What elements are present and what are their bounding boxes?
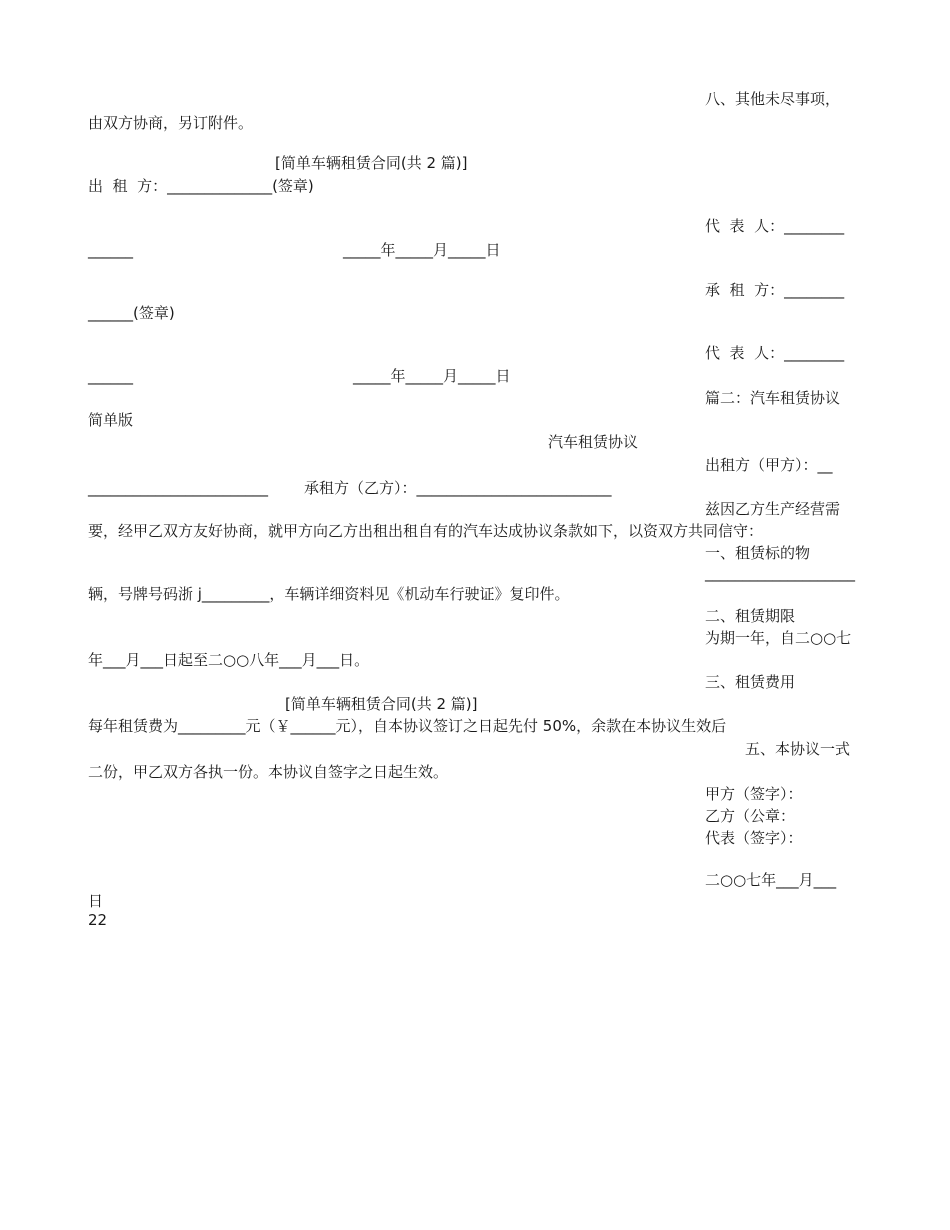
page-header: [简单车辆租赁合同(共 2 篇)]: [285, 695, 478, 713]
text-line: 承租方（乙方）：__________________________: [304, 479, 612, 497]
clause-heading: 二、租赁期限: [705, 607, 796, 625]
section-heading: 篇二：汽车租赁协议: [705, 389, 841, 407]
text-line: 出 租 方：______________(签章): [88, 177, 314, 195]
text-line: 由双方协商，另订附件。: [88, 114, 254, 132]
text-line: 每年租赁费为_________元（￥______元），自本协议签订之日起先付 50%，余款在本协议生效后: [88, 717, 727, 735]
text-line: ______(签章): [88, 304, 175, 322]
text-line: 二份，甲乙双方各执一份。本协议自签字之日起生效。: [88, 763, 449, 781]
text-line: 年___月___日起至二○○八年___月___日。: [88, 651, 370, 669]
doc-title: 汽车租赁协议: [548, 433, 639, 451]
text-line: 承 租 方：________: [705, 281, 845, 299]
text-line: 要，经甲乙双方友好协商，就甲方向乙方出租出租自有的汽车达成协议条款如下，以资双方共同信守：: [88, 522, 764, 540]
text-line: 代 表 人：________: [705, 344, 845, 362]
text-line: 简单版: [88, 411, 134, 429]
page-number: 22: [88, 911, 108, 929]
date-line: _____年_____月_____日: [343, 241, 501, 259]
text-line: ____________________: [705, 564, 855, 582]
date-line: 二○○七年___月___: [705, 871, 837, 889]
date-line: _____年_____月_____日: [353, 367, 511, 385]
text-line: 出租方（甲方）：__: [705, 456, 833, 474]
text-line: ______: [88, 367, 133, 385]
text-line: 代 表 人：________: [705, 217, 845, 235]
signature-line: 乙方（公章：: [705, 807, 796, 825]
clause-heading: 三、租赁费用: [705, 673, 796, 691]
clause-heading: 五、本协议一式: [745, 740, 851, 758]
text-line: 八、其他未尽事项，: [705, 90, 841, 108]
clause-heading: 一、租赁标的物: [705, 544, 811, 562]
text-line: ________________________: [88, 479, 268, 497]
text-line: ______: [88, 241, 133, 259]
text-line: 为期一年，自二○○七: [705, 629, 852, 647]
signature-line: 代表（签字）：: [705, 829, 803, 847]
signature-line: 甲方（签字）：: [705, 785, 803, 803]
page-header: [简单车辆租赁合同(共 2 篇)]: [275, 154, 468, 172]
text-line: 日: [88, 892, 104, 910]
text-line: 兹因乙方生产经营需: [705, 500, 841, 518]
text-line: 辆，号牌号码浙 j_________，车辆详细资料见《机动车行驶证》复印件。: [88, 585, 570, 603]
